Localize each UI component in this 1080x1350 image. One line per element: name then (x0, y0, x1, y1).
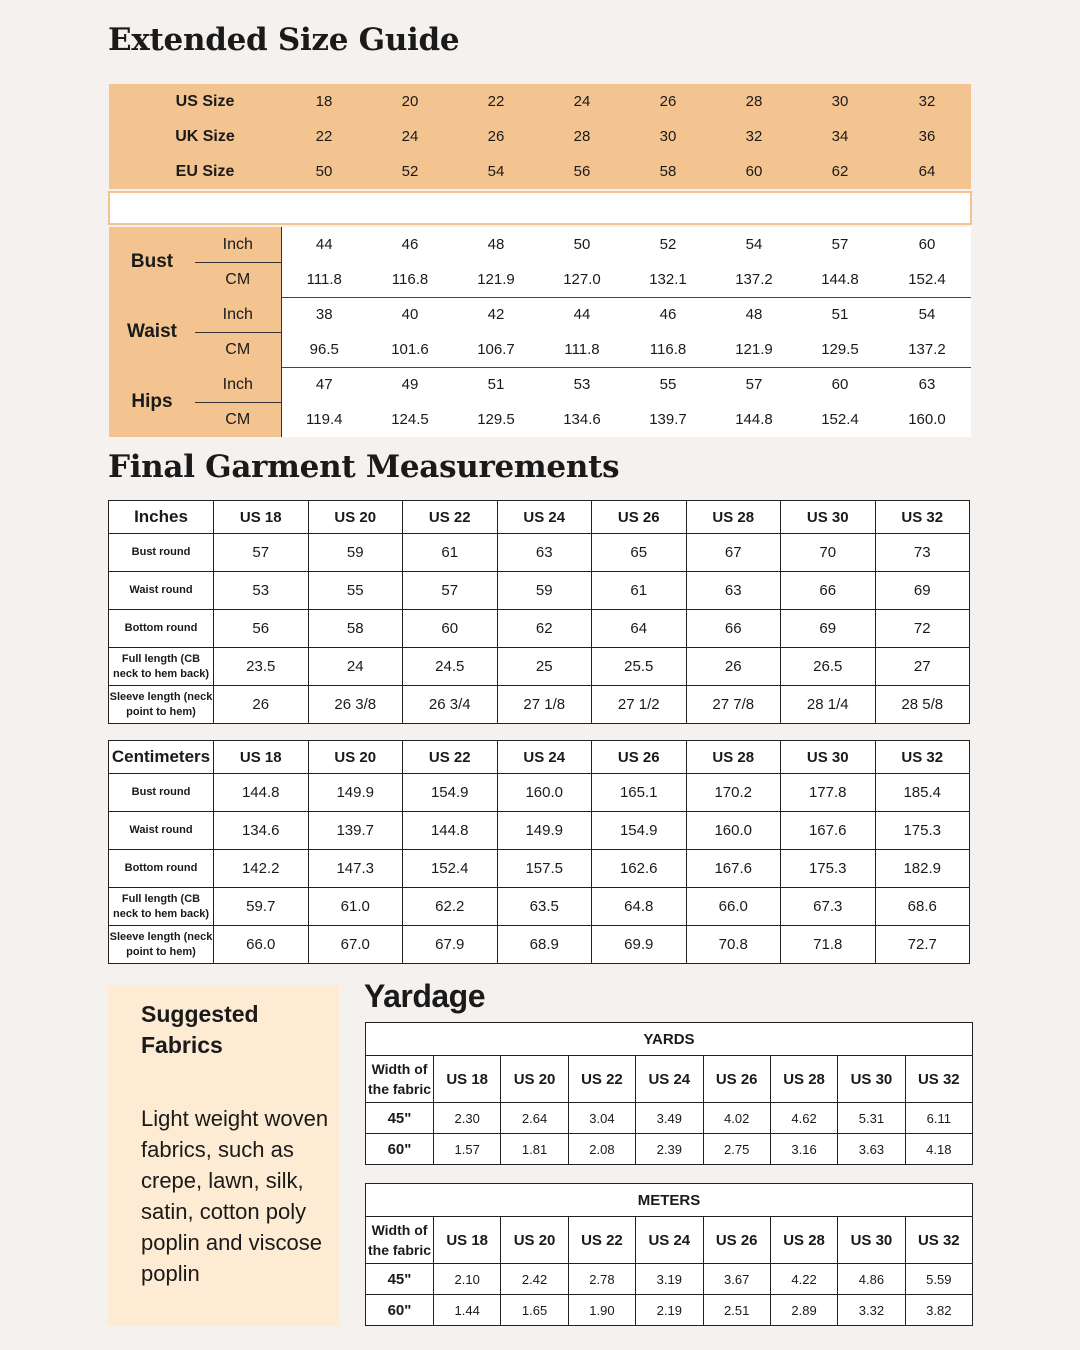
garment-value: 175.3 (875, 812, 970, 850)
yardage-row (366, 1264, 973, 1295)
yardage-value: 3.49 (636, 1103, 703, 1134)
measurement-value: 49 (367, 367, 453, 402)
garment-row-label: Full length (CB neck to hem back) (109, 648, 214, 686)
yardage-size-header: US 24 (636, 1056, 703, 1103)
garment-value: 65 (592, 534, 687, 572)
garment-value: 160.0 (686, 812, 781, 850)
measurement-value: 160.0 (883, 402, 971, 437)
garment-value: 59 (308, 534, 403, 572)
garment-value: 59 (497, 572, 592, 610)
measurement-name: Waist (109, 297, 195, 367)
yardage-size-header: US 20 (501, 1217, 568, 1264)
measurement-value: 144.8 (797, 262, 883, 297)
yardage-value: 1.81 (501, 1134, 568, 1165)
garment-value: 71.8 (781, 926, 876, 964)
garment-value: 26 3/8 (308, 686, 403, 724)
garment-value: 149.9 (308, 774, 403, 812)
measurement-value: 106.7 (453, 332, 539, 367)
measurement-value: 53 (539, 367, 625, 402)
size-value: 28 (573, 128, 591, 145)
measurement-value: 129.5 (453, 402, 539, 437)
measurement-unit: Inch (195, 227, 281, 262)
garment-value: 182.9 (875, 850, 970, 888)
size-guide-title: Extended Size Guide (108, 22, 460, 58)
yardage-size-header: US 26 (703, 1217, 770, 1264)
garment-value: 177.8 (781, 774, 876, 812)
size-value: 54 (487, 163, 505, 180)
garment-row-label: Sleeve length (neck point to hem) (109, 686, 214, 724)
garment-value: 149.9 (497, 812, 592, 850)
yardage-size-header: US 22 (568, 1217, 635, 1264)
yardage-value: 3.82 (905, 1295, 972, 1326)
measurement-value: 40 (367, 297, 453, 332)
garment-size-header: US 32 (875, 501, 970, 534)
measurement-row (109, 297, 971, 332)
garment-value: 53 (214, 572, 309, 610)
garment-row (109, 850, 970, 888)
garment-size-header: US 30 (781, 501, 876, 534)
garment-value: 165.1 (592, 774, 687, 812)
garment-value: 26 (214, 686, 309, 724)
garment-value: 152.4 (403, 850, 498, 888)
size-guide-spacer (109, 192, 971, 224)
yardage-value: 3.32 (838, 1295, 905, 1326)
measurement-value: 60 (797, 367, 883, 402)
measurement-value: 111.8 (539, 332, 625, 367)
yardage-size-header: US 28 (770, 1217, 837, 1264)
garment-value: 134.6 (214, 812, 309, 850)
yardage-value: 1.44 (434, 1295, 501, 1326)
size-value: 64 (918, 163, 936, 180)
yardage-size-header: US 30 (838, 1056, 905, 1103)
garment-value: 59.7 (214, 888, 309, 926)
yardage-size-header: US 20 (501, 1056, 568, 1103)
yardage-value: 4.62 (770, 1103, 837, 1134)
garment-value: 72 (875, 610, 970, 648)
measurement-value: 127.0 (539, 262, 625, 297)
garment-value: 69 (875, 572, 970, 610)
garment-value: 64.8 (592, 888, 687, 926)
garment-value: 26 (686, 648, 781, 686)
garment-row-label: Bottom round (109, 850, 214, 888)
yardage-value: 2.75 (703, 1134, 770, 1165)
yardage-row (366, 1295, 973, 1326)
yardage-value: 4.02 (703, 1103, 770, 1134)
garment-row-label: Waist round (109, 572, 214, 610)
garment-value: 25.5 (592, 648, 687, 686)
measurement-value: 51 (453, 367, 539, 402)
garment-value: 60 (403, 610, 498, 648)
garment-size-header: US 26 (592, 741, 687, 774)
garment-value: 67.3 (781, 888, 876, 926)
size-value: 60 (745, 163, 763, 180)
fabric-width-label: 60" (366, 1295, 434, 1326)
yardage-size-header: US 18 (434, 1217, 501, 1264)
measurement-unit: Inch (195, 297, 281, 332)
garment-unit-header: Inches (109, 501, 214, 534)
measurement-value: 101.6 (367, 332, 453, 367)
garment-row (109, 774, 970, 812)
garment-value: 61 (592, 572, 687, 610)
yardage-value: 4.22 (770, 1264, 837, 1295)
size-value: 62 (831, 163, 849, 180)
fabric-width-label: 60" (366, 1134, 434, 1165)
garment-row (109, 610, 970, 648)
suggested-fabrics-text: Light weight woven fabrics, such as crepe, lawn, silk, satin, cotton poly poplin and viscose poplin (141, 1106, 329, 1286)
size-value: 26 (487, 128, 505, 145)
measurement-value: 137.2 (883, 332, 971, 367)
garment-value: 154.9 (403, 774, 498, 812)
garment-size-header: US 20 (308, 501, 403, 534)
yardage-value: 1.90 (568, 1295, 635, 1326)
garment-value: 67.9 (403, 926, 498, 964)
yardage-value: 2.89 (770, 1295, 837, 1326)
yardage-size-header: US 32 (905, 1056, 972, 1103)
fabric-width-label: 45" (366, 1103, 434, 1134)
measurement-value: 48 (453, 227, 539, 262)
garment-value: 28 1/4 (781, 686, 876, 724)
garment-row-label: Bust round (109, 534, 214, 572)
measurement-row (109, 227, 971, 262)
measurement-value: 116.8 (625, 332, 711, 367)
garment-row (109, 686, 970, 724)
yardage-title: Yardage (364, 978, 486, 1014)
garment-row-label: Full length (CB neck to hem back) (109, 888, 214, 926)
garment-value: 58 (308, 610, 403, 648)
garment-value: 61 (403, 534, 498, 572)
garment-size-header: US 26 (592, 501, 687, 534)
measurement-value: 121.9 (453, 262, 539, 297)
yards-header: YARDS (366, 1023, 973, 1056)
yardage-value: 4.18 (905, 1134, 972, 1165)
garment-value: 147.3 (308, 850, 403, 888)
garment-value: 26 3/4 (403, 686, 498, 724)
measurement-value: 46 (367, 227, 453, 262)
measurement-value: 129.5 (797, 332, 883, 367)
measurement-unit: Inch (195, 367, 281, 402)
garment-value: 157.5 (497, 850, 592, 888)
measurement-value: 44 (281, 227, 367, 262)
size-value: 50 (315, 163, 333, 180)
measurement-value: 116.8 (367, 262, 453, 297)
garment-value: 25 (497, 648, 592, 686)
garment-centimeters-table (108, 740, 970, 964)
yardage-row (366, 1134, 973, 1165)
measurement-value: 42 (453, 297, 539, 332)
measurement-value: 60 (883, 227, 971, 262)
yardage-value: 2.51 (703, 1295, 770, 1326)
measurement-value: 111.8 (281, 262, 367, 297)
size-value: 52 (401, 163, 419, 180)
fabric-width-label: 45" (366, 1264, 434, 1295)
measurement-value: 46 (625, 297, 711, 332)
garment-value: 27 1/8 (497, 686, 592, 724)
garment-value: 57 (214, 534, 309, 572)
garment-value: 27 (875, 648, 970, 686)
garment-value: 64 (592, 610, 687, 648)
size-value: 22 (315, 128, 333, 145)
garment-row-label: Sleeve length (neck point to hem) (109, 926, 214, 964)
garment-row-label: Waist round (109, 812, 214, 850)
garment-size-header: US 18 (214, 741, 309, 774)
yardage-row (366, 1103, 973, 1134)
size-value: 36 (918, 128, 936, 145)
width-of-fabric-header: Width of the fabric (366, 1217, 434, 1264)
measurement-value: 52 (625, 227, 711, 262)
measurement-value: 50 (539, 227, 625, 262)
size-row (109, 84, 971, 119)
garment-row (109, 572, 970, 610)
measurement-value: 54 (883, 297, 971, 332)
garment-value: 24 (308, 648, 403, 686)
garment-inches-table (108, 500, 970, 724)
yardage-size-header: US 18 (434, 1056, 501, 1103)
size-value: 28 (745, 93, 763, 110)
yardage-size-header: US 24 (636, 1217, 703, 1264)
measurement-value: 44 (539, 297, 625, 332)
measurement-value: 152.4 (883, 262, 971, 297)
yardage-value: 2.39 (636, 1134, 703, 1165)
measurement-value: 124.5 (367, 402, 453, 437)
garment-value: 69.9 (592, 926, 687, 964)
garment-value: 26.5 (781, 648, 876, 686)
garment-value: 27 1/2 (592, 686, 687, 724)
garment-title: Final Garment Measurements (108, 449, 620, 485)
garment-value: 68.9 (497, 926, 592, 964)
garment-value: 55 (308, 572, 403, 610)
garment-value: 24.5 (403, 648, 498, 686)
garment-size-header: US 28 (686, 501, 781, 534)
measurement-value: 132.1 (625, 262, 711, 297)
measurement-value: 57 (711, 367, 797, 402)
yardage-value: 1.57 (434, 1134, 501, 1165)
size-value: 58 (659, 163, 677, 180)
yardage-value: 6.11 (905, 1103, 972, 1134)
garment-unit-header: Centimeters (109, 741, 214, 774)
suggested-fabrics-box (108, 985, 339, 1326)
suggested-fabrics-title: Suggested Fabrics (141, 1001, 259, 1058)
garment-value: 167.6 (686, 850, 781, 888)
size-row-label: EU Size (175, 162, 235, 180)
garment-row-label: Bottom round (109, 610, 214, 648)
garment-row-label: Bust round (109, 774, 214, 812)
garment-value: 27 7/8 (686, 686, 781, 724)
yardage-value: 3.67 (703, 1264, 770, 1295)
measurement-value: 54 (711, 227, 797, 262)
garment-size-header: US 32 (875, 741, 970, 774)
garment-size-header: US 24 (497, 741, 592, 774)
garment-value: 69 (781, 610, 876, 648)
measurement-value: 47 (281, 367, 367, 402)
measurement-value: 63 (883, 367, 971, 402)
measurement-row (109, 332, 971, 367)
garment-value: 154.9 (592, 812, 687, 850)
yardage-meters-table (365, 1183, 973, 1326)
yardage-value: 2.10 (434, 1264, 501, 1295)
garment-value: 175.3 (781, 850, 876, 888)
garment-size-header: US 22 (403, 741, 498, 774)
garment-value: 57 (403, 572, 498, 610)
yardage-yards-table (365, 1022, 973, 1165)
garment-value: 144.8 (403, 812, 498, 850)
size-value: 34 (831, 128, 849, 145)
garment-value: 162.6 (592, 850, 687, 888)
garment-value: 142.2 (214, 850, 309, 888)
garment-value: 61.0 (308, 888, 403, 926)
width-of-fabric-header: Width of the fabric (366, 1056, 434, 1103)
garment-size-header: US 28 (686, 741, 781, 774)
garment-value: 67 (686, 534, 781, 572)
measurement-value: 38 (281, 297, 367, 332)
size-value: 26 (659, 93, 677, 110)
measurement-value: 119.4 (281, 402, 367, 437)
yardage-value: 5.31 (838, 1103, 905, 1134)
garment-value: 167.6 (781, 812, 876, 850)
yardage-value: 3.04 (568, 1103, 635, 1134)
yardage-value: 2.42 (501, 1264, 568, 1295)
size-value: 30 (659, 128, 677, 145)
yardage-value: 3.16 (770, 1134, 837, 1165)
garment-value: 68.6 (875, 888, 970, 926)
garment-size-header: US 30 (781, 741, 876, 774)
garment-value: 63 (497, 534, 592, 572)
measurement-name: Hips (109, 367, 195, 437)
garment-size-header: US 22 (403, 501, 498, 534)
garment-row (109, 534, 970, 572)
measurement-row (109, 262, 971, 297)
measurement-row (109, 367, 971, 402)
garment-value: 66 (781, 572, 876, 610)
size-value: 18 (315, 93, 333, 110)
yardage-size-header: US 28 (770, 1056, 837, 1103)
size-value: 24 (401, 128, 419, 145)
measurement-value: 137.2 (711, 262, 797, 297)
garment-value: 66.0 (214, 926, 309, 964)
garment-value: 63 (686, 572, 781, 610)
measurement-value: 55 (625, 367, 711, 402)
garment-value: 73 (875, 534, 970, 572)
size-row-label: US Size (175, 92, 235, 110)
yardage-size-header: US 30 (838, 1217, 905, 1264)
yardage-value: 5.59 (905, 1264, 972, 1295)
garment-row (109, 812, 970, 850)
yardage-value: 3.19 (636, 1264, 703, 1295)
yardage-size-header: US 26 (703, 1056, 770, 1103)
garment-value: 66.0 (686, 888, 781, 926)
measurement-unit: CM (195, 332, 281, 367)
garment-size-header: US 24 (497, 501, 592, 534)
garment-row (109, 888, 970, 926)
size-guide-table (108, 84, 972, 437)
garment-value: 56 (214, 610, 309, 648)
garment-value: 72.7 (875, 926, 970, 964)
measurement-unit: CM (195, 402, 281, 437)
garment-value: 62 (497, 610, 592, 648)
size-row (109, 119, 971, 154)
yardage-value: 2.08 (568, 1134, 635, 1165)
size-value: 56 (573, 163, 591, 180)
garment-row (109, 926, 970, 964)
garment-size-header: US 18 (214, 501, 309, 534)
size-row (109, 154, 971, 189)
yardage-value: 2.64 (501, 1103, 568, 1134)
garment-value: 144.8 (214, 774, 309, 812)
measurement-unit: CM (195, 262, 281, 297)
size-value: 22 (487, 93, 505, 110)
yardage-value: 4.86 (838, 1264, 905, 1295)
measurement-value: 48 (711, 297, 797, 332)
measurement-value: 139.7 (625, 402, 711, 437)
garment-value: 139.7 (308, 812, 403, 850)
measurement-row (109, 402, 971, 437)
yardage-value: 1.65 (501, 1295, 568, 1326)
garment-value: 63.5 (497, 888, 592, 926)
yardage-size-header: US 22 (568, 1056, 635, 1103)
size-value: 32 (918, 93, 936, 110)
garment-value: 170.2 (686, 774, 781, 812)
measurement-value: 152.4 (797, 402, 883, 437)
size-value: 32 (745, 128, 763, 145)
garment-value: 70.8 (686, 926, 781, 964)
garment-value: 66 (686, 610, 781, 648)
yardage-value: 2.78 (568, 1264, 635, 1295)
size-value: 30 (831, 93, 849, 110)
yardage-value: 2.19 (636, 1295, 703, 1326)
garment-value: 67.0 (308, 926, 403, 964)
garment-value: 62.2 (403, 888, 498, 926)
yardage-value: 2.30 (434, 1103, 501, 1134)
size-value: 24 (573, 93, 591, 110)
meters-header: METERS (366, 1184, 973, 1217)
measurement-value: 134.6 (539, 402, 625, 437)
measurement-value: 96.5 (281, 332, 367, 367)
yardage-value: 3.63 (838, 1134, 905, 1165)
measurement-name: Bust (109, 227, 195, 297)
garment-value: 23.5 (214, 648, 309, 686)
garment-size-header: US 20 (308, 741, 403, 774)
measurement-value: 144.8 (711, 402, 797, 437)
garment-row (109, 648, 970, 686)
garment-value: 160.0 (497, 774, 592, 812)
measurement-value: 121.9 (711, 332, 797, 367)
garment-value: 185.4 (875, 774, 970, 812)
yardage-size-header: US 32 (905, 1217, 972, 1264)
garment-value: 28 5/8 (875, 686, 970, 724)
size-row-label: UK Size (175, 127, 235, 145)
size-value: 20 (401, 93, 419, 110)
measurement-value: 57 (797, 227, 883, 262)
measurement-value: 51 (797, 297, 883, 332)
garment-value: 70 (781, 534, 876, 572)
